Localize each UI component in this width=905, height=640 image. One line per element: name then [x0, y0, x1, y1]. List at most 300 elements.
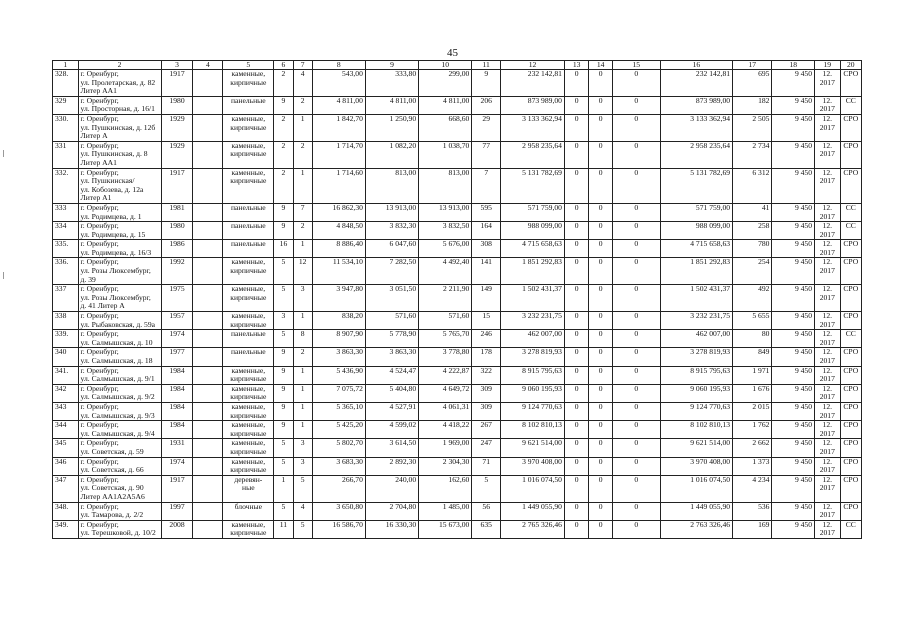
table-cell: 1 449 055,90 [501, 502, 565, 520]
table-cell: 0 [589, 240, 612, 258]
table-cell: 5 [274, 258, 293, 285]
table-cell: 8 102 810,13 [660, 421, 732, 439]
table-cell: 12. 2017 [815, 384, 841, 402]
table-cell: 4 811,00 [312, 96, 365, 114]
table-cell: СРО [840, 502, 861, 520]
table-cell: 258 [733, 222, 772, 240]
table-cell: 0 [589, 203, 612, 221]
table-cell: 341. [53, 366, 79, 384]
table-cell: СС [840, 222, 861, 240]
table-cell: 5 [274, 285, 293, 312]
table-cell: 2 505 [733, 114, 772, 141]
table-cell: 1 851 292,83 [501, 258, 565, 285]
table-cell: 12. 2017 [815, 439, 841, 457]
table-cell: 9 450 [772, 502, 815, 520]
table-cell: 5 131 782,69 [501, 168, 565, 203]
table-cell: 333 [53, 203, 79, 221]
table-cell: 12. 2017 [815, 502, 841, 520]
table-cell: 0 [612, 439, 660, 457]
table-cell: 349. [53, 520, 79, 538]
table-cell: 9 450 [772, 203, 815, 221]
table-cell: 9 450 [772, 70, 815, 97]
table-cell: 2 [293, 222, 312, 240]
table-cell: 9 621 514,00 [501, 439, 565, 457]
table-cell: г. Оренбург, ул. Родимцева, д. 15 [78, 222, 161, 240]
table-cell: 813,00 [419, 168, 472, 203]
table-cell: 1984 [161, 384, 193, 402]
column-header: 11 [472, 61, 501, 70]
table-cell: 3 [293, 457, 312, 475]
table-cell: каменные, кирпичные [223, 439, 274, 457]
table-cell: г. Оренбург, ул. Салмышская, д. 18 [78, 348, 161, 366]
table-cell: 16 586,70 [312, 520, 365, 538]
table-cell: г. Оренбург, ул. Родимцева, д. 16/3 [78, 240, 161, 258]
table-cell: 162,60 [419, 475, 472, 502]
table-cell: 1 485,00 [419, 502, 472, 520]
table-cell: 12. 2017 [815, 520, 841, 538]
table-cell [193, 285, 223, 312]
table-cell: панельные [223, 203, 274, 221]
table-cell: 336. [53, 258, 79, 285]
table-cell: 12. 2017 [815, 203, 841, 221]
table-cell: 595 [472, 203, 501, 221]
table-cell: 4 [293, 70, 312, 97]
table-row [53, 366, 862, 384]
table-row [53, 520, 862, 538]
table-cell: 12. 2017 [815, 366, 841, 384]
table-cell: 4 234 [733, 475, 772, 502]
table-cell: 9 450 [772, 366, 815, 384]
table-cell: 334 [53, 222, 79, 240]
table-cell: СРО [840, 70, 861, 97]
table-cell: 9 [274, 402, 293, 420]
table-cell: 0 [589, 141, 612, 168]
table-cell: 0 [612, 502, 660, 520]
table-cell: 988 099,00 [660, 222, 732, 240]
table-cell: 5 [274, 502, 293, 520]
table-cell: 309 [472, 384, 501, 402]
table-cell: 0 [589, 421, 612, 439]
table-cell: СРО [840, 475, 861, 502]
table-cell: 0 [612, 96, 660, 114]
table-cell: 2 [274, 70, 293, 97]
table-cell: 240,00 [365, 475, 418, 502]
table-cell: 3 970 408,00 [501, 457, 565, 475]
table-cell: г. Оренбург, ул. Терешковой, д. 10/2 [78, 520, 161, 538]
table-cell: 0 [589, 384, 612, 402]
table-cell: 3 133 362,94 [501, 114, 565, 141]
table-cell: 8 915 795,63 [501, 366, 565, 384]
table-cell: 0 [564, 384, 588, 402]
table-cell: 3 [293, 285, 312, 312]
table-cell: 536 [733, 502, 772, 520]
table-cell: 1992 [161, 258, 193, 285]
table-cell: 5 [293, 520, 312, 538]
column-header: 18 [772, 61, 815, 70]
table-cell: блочные [223, 502, 274, 520]
table-cell: 0 [564, 366, 588, 384]
table-cell [193, 114, 223, 141]
table-cell: 5 676,00 [419, 240, 472, 258]
table-cell: 4 524,47 [365, 366, 418, 384]
table-cell: панельные [223, 240, 274, 258]
table-cell: 2 304,30 [419, 457, 472, 475]
table-cell: 9 [274, 203, 293, 221]
table-cell: 0 [589, 96, 612, 114]
table-cell: 0 [564, 312, 588, 330]
table-cell [193, 475, 223, 502]
table-cell: 338 [53, 312, 79, 330]
table-cell: панельные [223, 96, 274, 114]
table-cell: 13 913,00 [419, 203, 472, 221]
table-cell: 0 [564, 520, 588, 538]
table-cell: 1 [293, 240, 312, 258]
table-row [53, 421, 862, 439]
table-cell: 3 778,80 [419, 348, 472, 366]
table-cell: 0 [564, 285, 588, 312]
table-row [53, 475, 862, 502]
table-cell: 328. [53, 70, 79, 97]
column-header: 17 [733, 61, 772, 70]
table-row [53, 168, 862, 203]
header-row [53, 61, 862, 70]
table-cell [193, 439, 223, 457]
table-cell: 2 662 [733, 439, 772, 457]
table-cell: СРО [840, 366, 861, 384]
table-cell: г. Оренбург, ул. Салмышская, д. 9/3 [78, 402, 161, 420]
table-cell: 9 450 [772, 439, 815, 457]
table-cell: СРО [840, 285, 861, 312]
table-cell: 1 [293, 384, 312, 402]
margin-mark [3, 150, 4, 157]
table-cell: 343 [53, 402, 79, 420]
table-cell: 6 047,60 [365, 240, 418, 258]
table-cell: 5 655 [733, 312, 772, 330]
table-cell: 0 [612, 421, 660, 439]
table-cell: СРО [840, 457, 861, 475]
table-cell: 247 [472, 439, 501, 457]
table-cell: 1 851 292,83 [660, 258, 732, 285]
table-cell: 1 016 074,50 [501, 475, 565, 502]
table-cell: 9 450 [772, 421, 815, 439]
table-cell: каменные, кирпичные [223, 258, 274, 285]
table-cell: 8 915 795,63 [660, 366, 732, 384]
table-cell: 0 [564, 502, 588, 520]
table-cell: 571 759,00 [501, 203, 565, 221]
table-row [53, 457, 862, 475]
table-cell: 9 450 [772, 285, 815, 312]
table-cell: 0 [589, 475, 612, 502]
table-cell: г. Оренбург, ул. Просторная, д. 16/1 [78, 96, 161, 114]
table-cell: 2 015 [733, 402, 772, 420]
table-cell: г. Оренбург, ул. Пушкинская, д. 8 Литер АА1 [78, 141, 161, 168]
table-cell [193, 384, 223, 402]
table-cell: 3 683,30 [312, 457, 365, 475]
table-cell: 9 450 [772, 141, 815, 168]
table-cell [193, 457, 223, 475]
table-cell: 1 [293, 114, 312, 141]
table-cell: 9 450 [772, 168, 815, 203]
table-row [53, 330, 862, 348]
table-cell: СРО [840, 348, 861, 366]
column-header: 3 [161, 61, 193, 70]
table-cell: 12. 2017 [815, 240, 841, 258]
table-cell: 3 051,50 [365, 285, 418, 312]
table-cell [193, 502, 223, 520]
table-cell: 1986 [161, 240, 193, 258]
table-cell: 9 450 [772, 312, 815, 330]
table-cell: 342 [53, 384, 79, 402]
table-cell: 5 [274, 439, 293, 457]
table-cell: 1984 [161, 366, 193, 384]
table-cell: 3 133 362,94 [660, 114, 732, 141]
table-cell: 4 811,00 [419, 96, 472, 114]
table-cell: 3 650,80 [312, 502, 365, 520]
table-cell: 332. [53, 168, 79, 203]
table-cell: 0 [589, 366, 612, 384]
table-cell: 1 971 [733, 366, 772, 384]
table-cell: 12. 2017 [815, 475, 841, 502]
table-cell [193, 312, 223, 330]
table-cell: 9 [274, 96, 293, 114]
table-cell: 80 [733, 330, 772, 348]
table-cell: 1931 [161, 439, 193, 457]
table-cell: 873 989,00 [501, 96, 565, 114]
table-cell: 9 450 [772, 240, 815, 258]
table-cell: 9 450 [772, 258, 815, 285]
table-cell: панельные [223, 348, 274, 366]
table-cell: 1 502 431,37 [501, 285, 565, 312]
table-cell: 345 [53, 439, 79, 457]
table-cell: 178 [472, 348, 501, 366]
table-cell: 8 [293, 330, 312, 348]
table-cell: 3 863,30 [365, 348, 418, 366]
table-cell: деревян- ные [223, 475, 274, 502]
table-cell: 0 [564, 475, 588, 502]
table-cell: панельные [223, 222, 274, 240]
table-cell: 0 [589, 285, 612, 312]
table-cell: 0 [612, 402, 660, 420]
table-cell: 0 [564, 421, 588, 439]
table-cell: 12. 2017 [815, 114, 841, 141]
table-cell: 0 [589, 330, 612, 348]
table-cell: г. Оренбург, ул. Советская, д. 59 [78, 439, 161, 457]
table-cell: 873 989,00 [660, 96, 732, 114]
table-cell: 2 [274, 114, 293, 141]
table-cell: 1 250,90 [365, 114, 418, 141]
table-cell: 8 907,90 [312, 330, 365, 348]
table-cell: СС [840, 520, 861, 538]
table-cell: 1 714,70 [312, 141, 365, 168]
column-header: 16 [660, 61, 732, 70]
table-cell: 333,80 [365, 70, 418, 97]
table-cell [193, 348, 223, 366]
table-cell: 4 715 658,63 [501, 240, 565, 258]
table-cell: 1 842,70 [312, 114, 365, 141]
table-cell: г. Оренбург, ул. Родимцева, д. 1 [78, 203, 161, 221]
table-cell: 1977 [161, 348, 193, 366]
table-cell: 246 [472, 330, 501, 348]
table-cell: 0 [589, 439, 612, 457]
table-cell [193, 96, 223, 114]
table-cell: 12. 2017 [815, 457, 841, 475]
table-row [53, 141, 862, 168]
table-cell: 0 [612, 203, 660, 221]
table-cell: 1 [293, 168, 312, 203]
table-cell: 4 061,31 [419, 402, 472, 420]
table-cell: 12. 2017 [815, 421, 841, 439]
table-cell: 1917 [161, 168, 193, 203]
table-cell: 0 [564, 70, 588, 97]
table-cell: 0 [589, 520, 612, 538]
table-cell: 1975 [161, 285, 193, 312]
table-cell: СРО [840, 312, 861, 330]
table-cell: 0 [612, 475, 660, 502]
table-cell: 331 [53, 141, 79, 168]
table-cell: 0 [564, 240, 588, 258]
table-cell: 8 102 810,13 [501, 421, 565, 439]
table-cell: 16 862,30 [312, 203, 365, 221]
table-cell: СС [840, 96, 861, 114]
table-cell: 2 734 [733, 141, 772, 168]
table-cell: 309 [472, 402, 501, 420]
table-cell: 16 330,30 [365, 520, 418, 538]
table-cell: г. Оренбург, ул. Советская, д. 66 [78, 457, 161, 475]
table-cell: 1980 [161, 222, 193, 240]
table-cell [193, 203, 223, 221]
table-cell: 322 [472, 366, 501, 384]
table-cell: 849 [733, 348, 772, 366]
table-cell: 0 [564, 402, 588, 420]
table-cell: 11 [274, 520, 293, 538]
table-cell: 12. 2017 [815, 285, 841, 312]
table-row [53, 348, 862, 366]
table-cell: 12. 2017 [815, 168, 841, 203]
table-cell: 9 [274, 384, 293, 402]
table-cell: 149 [472, 285, 501, 312]
table-cell: 0 [564, 96, 588, 114]
table-cell: 0 [589, 70, 612, 97]
table-cell: г. Оренбург, ул. Пушкинская/ ул. Кобозева, д. 12а Литер А1 [78, 168, 161, 203]
table-cell: 1974 [161, 457, 193, 475]
table-cell: 0 [589, 168, 612, 203]
column-header: 12 [501, 61, 565, 70]
table-cell: 0 [612, 222, 660, 240]
table-cell: 4 599,02 [365, 421, 418, 439]
housing-register-table [52, 60, 862, 539]
table-cell: СРО [840, 439, 861, 457]
table-cell: 3 232 231,75 [501, 312, 565, 330]
table-cell: 5 131 782,69 [660, 168, 732, 203]
table-cell: 988 099,00 [501, 222, 565, 240]
table-row [53, 222, 862, 240]
table-cell: 0 [564, 168, 588, 203]
table-cell: 3 278 819,93 [501, 348, 565, 366]
table-cell: 668,60 [419, 114, 472, 141]
table-cell: 1980 [161, 96, 193, 114]
table-cell: 2 958 235,64 [660, 141, 732, 168]
table-cell: 4 [293, 502, 312, 520]
table-cell: 12. 2017 [815, 402, 841, 420]
table-cell: каменные, кирпичные [223, 366, 274, 384]
table-cell: 3 832,30 [365, 222, 418, 240]
table-cell: 308 [472, 240, 501, 258]
table-cell: 0 [612, 330, 660, 348]
margin-mark [3, 272, 4, 279]
table-cell: каменные, кирпичные [223, 457, 274, 475]
table-cell: 169 [733, 520, 772, 538]
table-cell: 3 232 231,75 [660, 312, 732, 330]
column-header: 14 [589, 61, 612, 70]
table-cell: 77 [472, 141, 501, 168]
table-cell: 340 [53, 348, 79, 366]
table-row [53, 203, 862, 221]
table-cell: 0 [589, 502, 612, 520]
table-cell: панельные [223, 330, 274, 348]
table-cell: 9 [274, 366, 293, 384]
table-cell: 0 [564, 222, 588, 240]
table-cell: 5 436,90 [312, 366, 365, 384]
table-cell: 3 [274, 312, 293, 330]
table-cell: 3 832,50 [419, 222, 472, 240]
table-row [53, 312, 862, 330]
column-header: 20 [840, 61, 861, 70]
table-cell: 2 763 326,46 [660, 520, 732, 538]
table-cell: 2 [293, 141, 312, 168]
table-cell: 12. 2017 [815, 96, 841, 114]
table-cell: 4 649,72 [419, 384, 472, 402]
table-cell: 0 [564, 439, 588, 457]
table-cell: 1 373 [733, 457, 772, 475]
table-cell: каменные, кирпичные [223, 141, 274, 168]
table-cell: 0 [612, 520, 660, 538]
table-cell: 254 [733, 258, 772, 285]
table-cell: 0 [564, 330, 588, 348]
table-row [53, 402, 862, 420]
table-cell: 4 811,00 [365, 96, 418, 114]
table-cell: 1917 [161, 70, 193, 97]
table-cell: 1 038,70 [419, 141, 472, 168]
table-cell: 5 765,70 [419, 330, 472, 348]
table-cell: г. Оренбург, ул. Салмышская, д. 9/2 [78, 384, 161, 402]
table-cell: 4 848,50 [312, 222, 365, 240]
table-cell [193, 141, 223, 168]
table-row [53, 439, 862, 457]
table-cell: 9 [274, 421, 293, 439]
table-cell: 571,60 [419, 312, 472, 330]
table-cell: 9 450 [772, 330, 815, 348]
table-cell: 299,00 [419, 70, 472, 97]
column-header: 2 [78, 61, 161, 70]
table-cell: 5 [274, 330, 293, 348]
table-cell: 0 [589, 402, 612, 420]
column-header: 6 [274, 61, 293, 70]
table-cell: 1 762 [733, 421, 772, 439]
table-cell: 0 [612, 285, 660, 312]
table-cell: 0 [612, 240, 660, 258]
table-cell: 0 [564, 258, 588, 285]
table-cell: 2 [274, 168, 293, 203]
table-cell: СРО [840, 402, 861, 420]
table-cell: 4 418,22 [419, 421, 472, 439]
table-cell: 462 007,00 [660, 330, 732, 348]
table-cell [193, 168, 223, 203]
table-cell: 266,70 [312, 475, 365, 502]
table-cell: 1 714,60 [312, 168, 365, 203]
table-cell: 0 [612, 114, 660, 141]
table-cell [193, 70, 223, 97]
table-cell: 9 450 [772, 348, 815, 366]
